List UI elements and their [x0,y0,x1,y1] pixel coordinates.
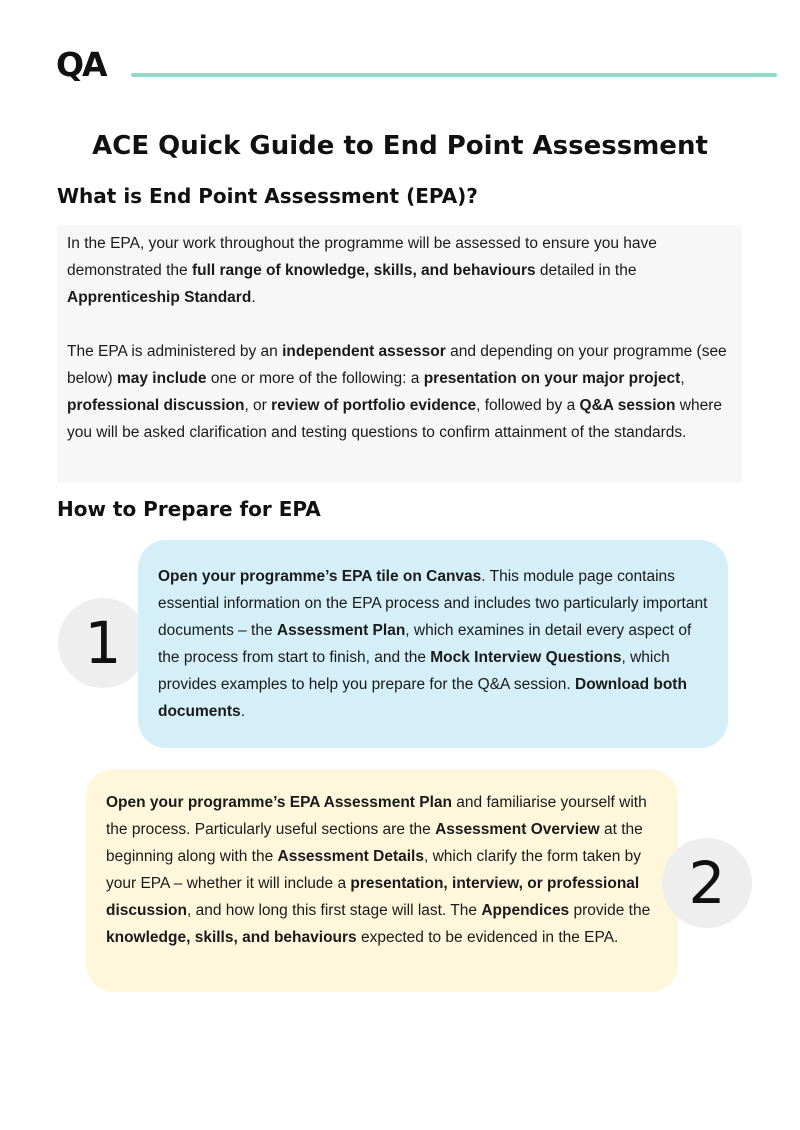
bold-emphasis: Download both documents [158,676,687,720]
what-is-epa-heading: What is End Point Assessment (EPA)? [57,184,478,208]
step-2-text: Open your programme’s EPA Assessment Plan and familiarise yourself with the process. Particularly useful sections are the Assessment Overview at the beginning along with the Assessment Details, which clarify the form taken by your EPA – whether it will include a presentation, interview, or professional discussion, and how long this first stage will last. The Appendices provide the knowledge, skills, and behaviours expected to be evidenced in the EPA. [106,794,651,946]
bold-emphasis: presentation, interview, or professional discussion [106,875,640,919]
bold-emphasis: Apprenticeship Standard [67,289,252,306]
bold-emphasis: Assessment Details [277,848,424,865]
header-divider [131,73,777,77]
bold-emphasis: Q&A session [579,397,676,414]
bold-emphasis: independent assessor [282,343,446,360]
bold-emphasis: presentation on your major project [423,370,681,387]
bold-emphasis: knowledge, skills, and behaviours [106,929,357,946]
qa-logo: QA [56,45,106,84]
intro-paragraph-2: The EPA is administered by an independent assessor and depending on your programme (see below) may include one or more of the following: a presentation on your major project, professional discussion, or review of portfolio evidence, followed by a Q&A session where you will be asked clarification and testing questions to confirm attainment of the standards. [67,343,727,441]
step-1-card [138,540,728,748]
bold-emphasis: Appendices [481,902,570,919]
bold-emphasis: Assessment Overview [435,821,600,838]
step-2-number-badge: 2 [662,838,752,928]
bold-emphasis: full range of knowledge, skills, and behaviours [191,262,536,279]
bold-emphasis: review of portfolio evidence [271,397,477,414]
step-1-number-badge: 1 [58,598,148,688]
bold-emphasis: Open your programme’s EPA tile on Canvas [158,568,482,585]
bold-emphasis: may include [116,370,207,387]
bold-emphasis: professional discussion [67,397,245,414]
bold-emphasis: Mock Interview Questions [430,649,622,666]
how-to-prepare-heading: How to Prepare for EPA [57,497,321,521]
bold-emphasis: Open your programme’s EPA Assessment Plan [106,794,452,811]
epa-intro-box [57,225,742,483]
step-1-text: Open your programme’s EPA tile on Canvas. This module page contains essential information on the EPA process and includes two particularly important documents – the Assessment Plan, which examines in detail every aspect of the process from start to finish, and the Mock Interview Questions, which provides examples to help you prepare for the Q&A session. Download both documents. [158,568,708,720]
page-title: ACE Quick Guide to End Point Assessment [92,131,708,161]
step-2-card [86,769,678,992]
intro-paragraph-1: In the EPA, your work throughout the programme will be assessed to ensure you have demonstrated the full range of knowledge, skills, and behaviours detailed in the Apprenticeship Standard. [67,235,657,306]
bold-emphasis: Assessment Plan [276,622,406,639]
